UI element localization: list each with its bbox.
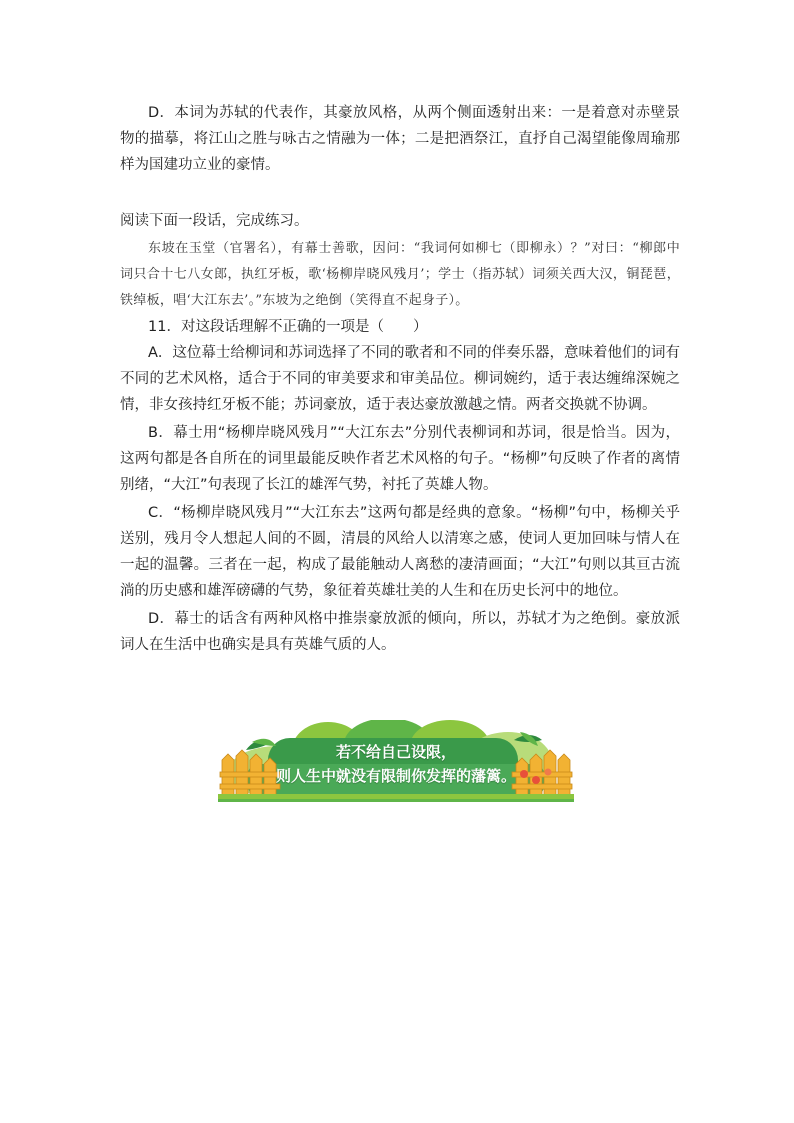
option-b: B．幕士用“杨柳岸晓风残月”“大江东去”分别代表柳词和苏词，很是恰当。因为，这两句都是各自所在的词里最能反映作者艺术风格的句子。“杨柳”句反映了作者的离情别绪，“大江”句表现了长江的雄浑气势，衬托了英雄人物。 <box>120 425 680 493</box>
motto-banner <box>218 720 574 802</box>
option-d-previous: D．本词为苏轼的代表作，其豪放风格，从两个侧面透射出来：一是着意对赤壁景物的描摹，将江山之胜与咏古之情融为一体；二是把酒祭江，直抒自己渴望能像周瑜那样为国建功立业的豪情。 <box>120 105 680 173</box>
option-a: A．这位幕士给柳词和苏词选择了不同的歌者和不同的伴奏乐器，意味着他们的词有不同的艺术风格，适合于不同的审美要求和审美品位。柳词婉约，适于表达缠绵深婉之情，非女孩持红牙板不能；苏词豪放，适于表达豪放激越之情。两者交换就不协调。 <box>120 345 680 413</box>
motto-text <box>218 740 574 788</box>
classical-passage: 东坡在玉堂（官署名），有幕士善歌，因问：“我词何如柳七（即柳永）？”对曰：“柳郎中词只合十七八女郎，执红牙板，歌‘杨柳岸晓风残月’；学士（指苏轼）词须关西大汉，铜琵琶，铁绰板，唱‘大江东去’。”东坡为之绝倒（笑得直不起身子）。 <box>120 241 680 308</box>
reading-instruction: 阅读下面一段话，完成练习。 <box>120 213 309 229</box>
option-c: C．“杨柳岸晓风残月”“大江东去”这两句都是经典的意象。“杨柳”句中，杨柳关乎送别，残月令人想起人间的不圆，清晨的风给人以清寒之感，使词人更加回味与情人在一起的温馨。三者在一起，构成了最能触动人离愁的凄清画面；“大江”句则以其亘古流淌的历史感和雄浑磅礴的气势，象征着英雄壮美的人生和在历史长河中的地位。 <box>120 505 680 599</box>
motto-line-1: 若不给自己设限， <box>335 743 456 761</box>
option-d: D．幕士的话含有两种风格中推崇豪放派的倾向，所以，苏轼才为之绝倒。豪放派词人在生活中也确实是具有英雄气质的人。 <box>120 611 680 653</box>
question-11: 11．对这段话理解不正确的一项是（ ） <box>148 319 428 335</box>
motto-line-2: 则人生中就没有限制你发挥的藩篱。 <box>275 767 516 785</box>
